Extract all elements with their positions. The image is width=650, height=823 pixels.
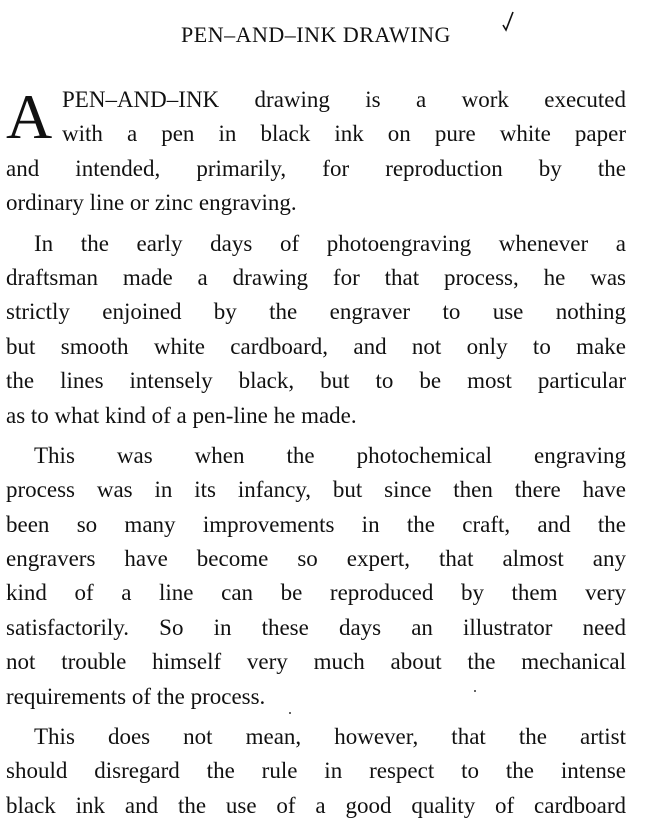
document-page bbox=[6, 0, 626, 818]
text-line: the lines intensely black, but to be most particular bbox=[6, 368, 626, 394]
text-line: black ink and the use of a good quality of cardboard bbox=[6, 792, 626, 818]
text-line: should disregard the rule in respect to the intense bbox=[6, 758, 626, 784]
text-line: engravers have become so expert, that almost any bbox=[6, 546, 626, 572]
paragraph-3 bbox=[6, 439, 626, 714]
text-line: with a pen in black ink on pure white paper bbox=[62, 121, 626, 147]
text-line: strictly enjoined by the engraver to use nothing bbox=[6, 299, 626, 325]
print-speck bbox=[289, 712, 291, 714]
text-line: kind of a line can be reproduced by them very bbox=[6, 580, 626, 606]
text-line: PEN–AND–INK drawing is a work executed bbox=[62, 87, 626, 112]
paragraph-4 bbox=[6, 720, 626, 823]
text-line: process was in its infancy, but since then there have bbox=[6, 477, 626, 503]
page-title: PEN–AND–INK DRAWING bbox=[181, 22, 451, 47]
text-line: but smooth white cardboard, and not only to make bbox=[6, 333, 626, 359]
text-line: draftsman made a drawing for that process, he was bbox=[6, 264, 626, 290]
body-text bbox=[6, 83, 626, 823]
paragraph-1 bbox=[6, 83, 626, 221]
text-line: been so many improvements in the craft, and the bbox=[6, 511, 626, 537]
drop-cap: A bbox=[6, 81, 53, 152]
paragraph-2 bbox=[6, 227, 626, 433]
text-line: This was when the photochemical engraving bbox=[34, 442, 626, 468]
text-line: satisfactorily. So in these days an illustrator need bbox=[6, 614, 626, 640]
text-line: not trouble himself very much about the mechanical bbox=[6, 649, 626, 675]
text-line: as to what kind of a pen-line he made. bbox=[6, 402, 357, 428]
text-line: ordinary line or zinc engraving. bbox=[6, 190, 297, 216]
print-speck bbox=[474, 690, 476, 692]
text-line: In the early days of photoengraving whenever a bbox=[34, 230, 626, 256]
text-line: and intended, primarily, for reproduction by the bbox=[6, 155, 626, 181]
checkmark-icon bbox=[501, 10, 515, 32]
text-line: This does not mean, however, that the artist bbox=[34, 724, 626, 750]
text-line: requirements of the process. bbox=[6, 683, 266, 709]
